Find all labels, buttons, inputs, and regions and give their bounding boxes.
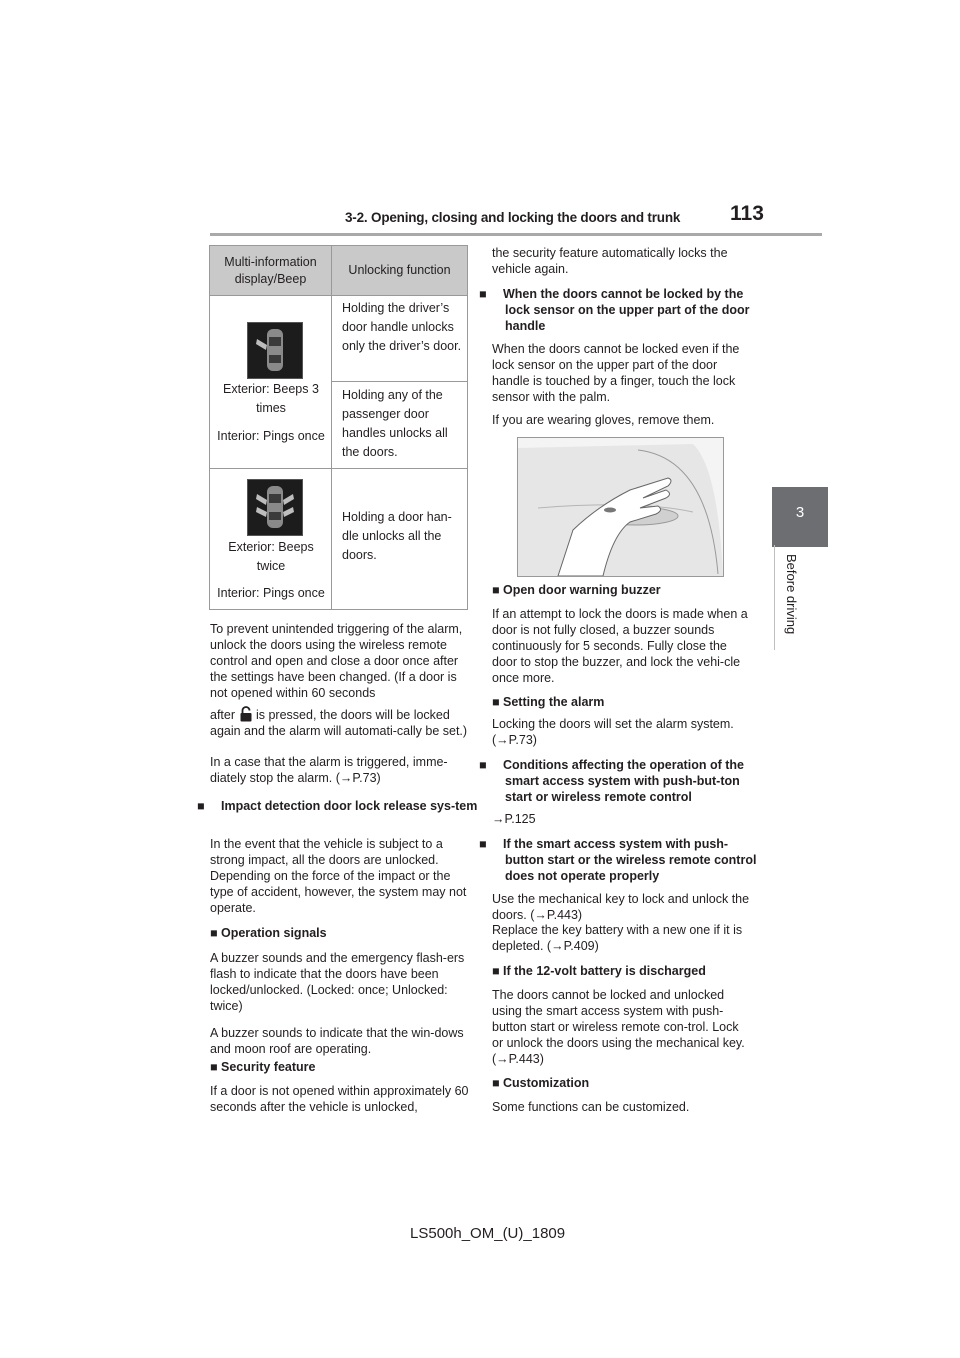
alarm-heading: ■ Setting the alarm (492, 695, 605, 709)
document-code: LS500h_OM_(U)_1809 (410, 1225, 566, 1242)
lock-icon (239, 706, 253, 722)
impact-heading: ■ Impact detection door lock release sys-tem (197, 799, 478, 813)
table-row-rule (210, 468, 467, 469)
table-header-display: Multi-information display/Beep (210, 246, 331, 295)
notwork-text-2: Replace the key battery with a new one if it is depleted. (→P.409) (492, 923, 743, 953)
notwork-heading: ■ If the smart access system with push-button start or the wireless remote control does not operate properly (479, 837, 757, 883)
buzzer-heading: ■ Open door warning buzzer (492, 583, 661, 597)
impact-text: In the event that the vehicle is subject to a strong impact, all the doors are unlocked. Depending on the force of the impact or the type of accident, however, the system may not operate. (210, 837, 467, 915)
row1-function-driver: Holding the driver’s door handle unlocks only the driver’s door. (342, 301, 462, 353)
row1-function-passenger: Holding any of the passenger door handles unlocks all the doors. (342, 388, 448, 459)
security-text: If a door is not opened within approximately 60 seconds after the vehicle is unlocked, (210, 1084, 469, 1114)
unlocking-function-table (209, 245, 468, 610)
security-heading: ■ Security feature (210, 1060, 316, 1074)
signals-text-2: A buzzer sounds to indicate that the win-dows and moon roof are operating. (210, 1026, 464, 1056)
notwork-text-1: Use the mechanical key to lock and unlock the doors. (→P.443) (492, 892, 750, 922)
chapter-label-wrap (781, 554, 801, 644)
security-continued: the security feature automatically locks the vehicle again. (492, 246, 728, 276)
sensor-heading: ■ When the doors cannot be locked by the lock sensor on the upper part of the door handle (479, 287, 750, 333)
alarm-para-c: In a case that the alarm is triggered, imme-diately stop the alarm. (→P.73) (210, 755, 448, 785)
sensor-text: When the doors cannot be locked even if the lock sensor on the upper part of the door handle is touched by a finger, touch the lock sensor with the palm. (492, 342, 740, 404)
row2-function: Holding a door han-dle unlocks all the doors. (342, 510, 452, 562)
car-all-doors-open-icon (247, 479, 303, 536)
alarm-para-b (210, 706, 472, 739)
conditions-ref: →P.125 (492, 812, 536, 826)
section-title: 3-2. Opening, closing and locking the doors and trunk (345, 210, 681, 225)
heading-marker: ■ (197, 799, 205, 813)
gloves-text: If you are wearing gloves, remove them. (492, 413, 715, 427)
signals-text-1: A buzzer sounds and the emergency flash-ers flash to indicate that the doors have been locked/unlocked. (Locked: once; Unlocked: twice) (210, 951, 465, 1013)
alarm-para-after: after (210, 708, 236, 722)
row2-exterior: Exterior: Beeps twice (228, 540, 314, 573)
conditions-heading: ■ Conditions affecting the operation of the smart access system with push-but-ton start or wireless remote control (479, 758, 744, 804)
row1-exterior: Exterior: Beeps 3 times (223, 382, 319, 415)
hand-on-door-handle-illustration (517, 437, 724, 577)
signals-heading: ■ Operation signals (210, 926, 327, 940)
table-header-function: Unlocking function (332, 246, 467, 295)
table-subrow-rule (332, 381, 467, 382)
alarm-text: Locking the doors will set the alarm system. (→P.73) (492, 717, 734, 747)
alarm-para-b-text: is pressed, the doors will be locked again and the alarm will automati-cally be set.) (210, 708, 468, 738)
table-header-rule (210, 295, 467, 296)
custom-heading: ■ Customization (492, 1076, 590, 1090)
row2-interior: Interior: Pings once (217, 586, 325, 600)
buzzer-text: If an attempt to lock the doors is made when a door is not fully closed, a buzzer sounds continuously for 5 seconds. Fully close the door to stop the buzzer, and lock the vehi-cle once more. (492, 607, 748, 685)
custom-text: Some functions can be customized. (492, 1100, 690, 1114)
chapter-tab-divider (774, 545, 775, 650)
table-col-divider (331, 246, 332, 609)
battery-heading: ■ If the 12-volt battery is discharged (492, 964, 706, 978)
page-number: 113 (730, 202, 764, 225)
battery-text: The doors cannot be locked and unlocked using the smart access system with push-button start or wireless remote con-trol. Lock or unlock the doors using the mechanical key. (→P.443) (492, 988, 745, 1066)
header-divider (210, 233, 822, 236)
chapter-label: Before driving (784, 554, 799, 635)
alarm-para-a: To prevent unintended triggering of the alarm, unlock the doors using the wireless remote control and open and close a door once after the settings have been changed. (If a door is not opened within 60 seconds (210, 622, 463, 700)
car-driver-door-open-icon (247, 322, 303, 379)
row1-interior: Interior: Pings once (217, 429, 325, 443)
chapter-number: 3 (795, 504, 805, 521)
